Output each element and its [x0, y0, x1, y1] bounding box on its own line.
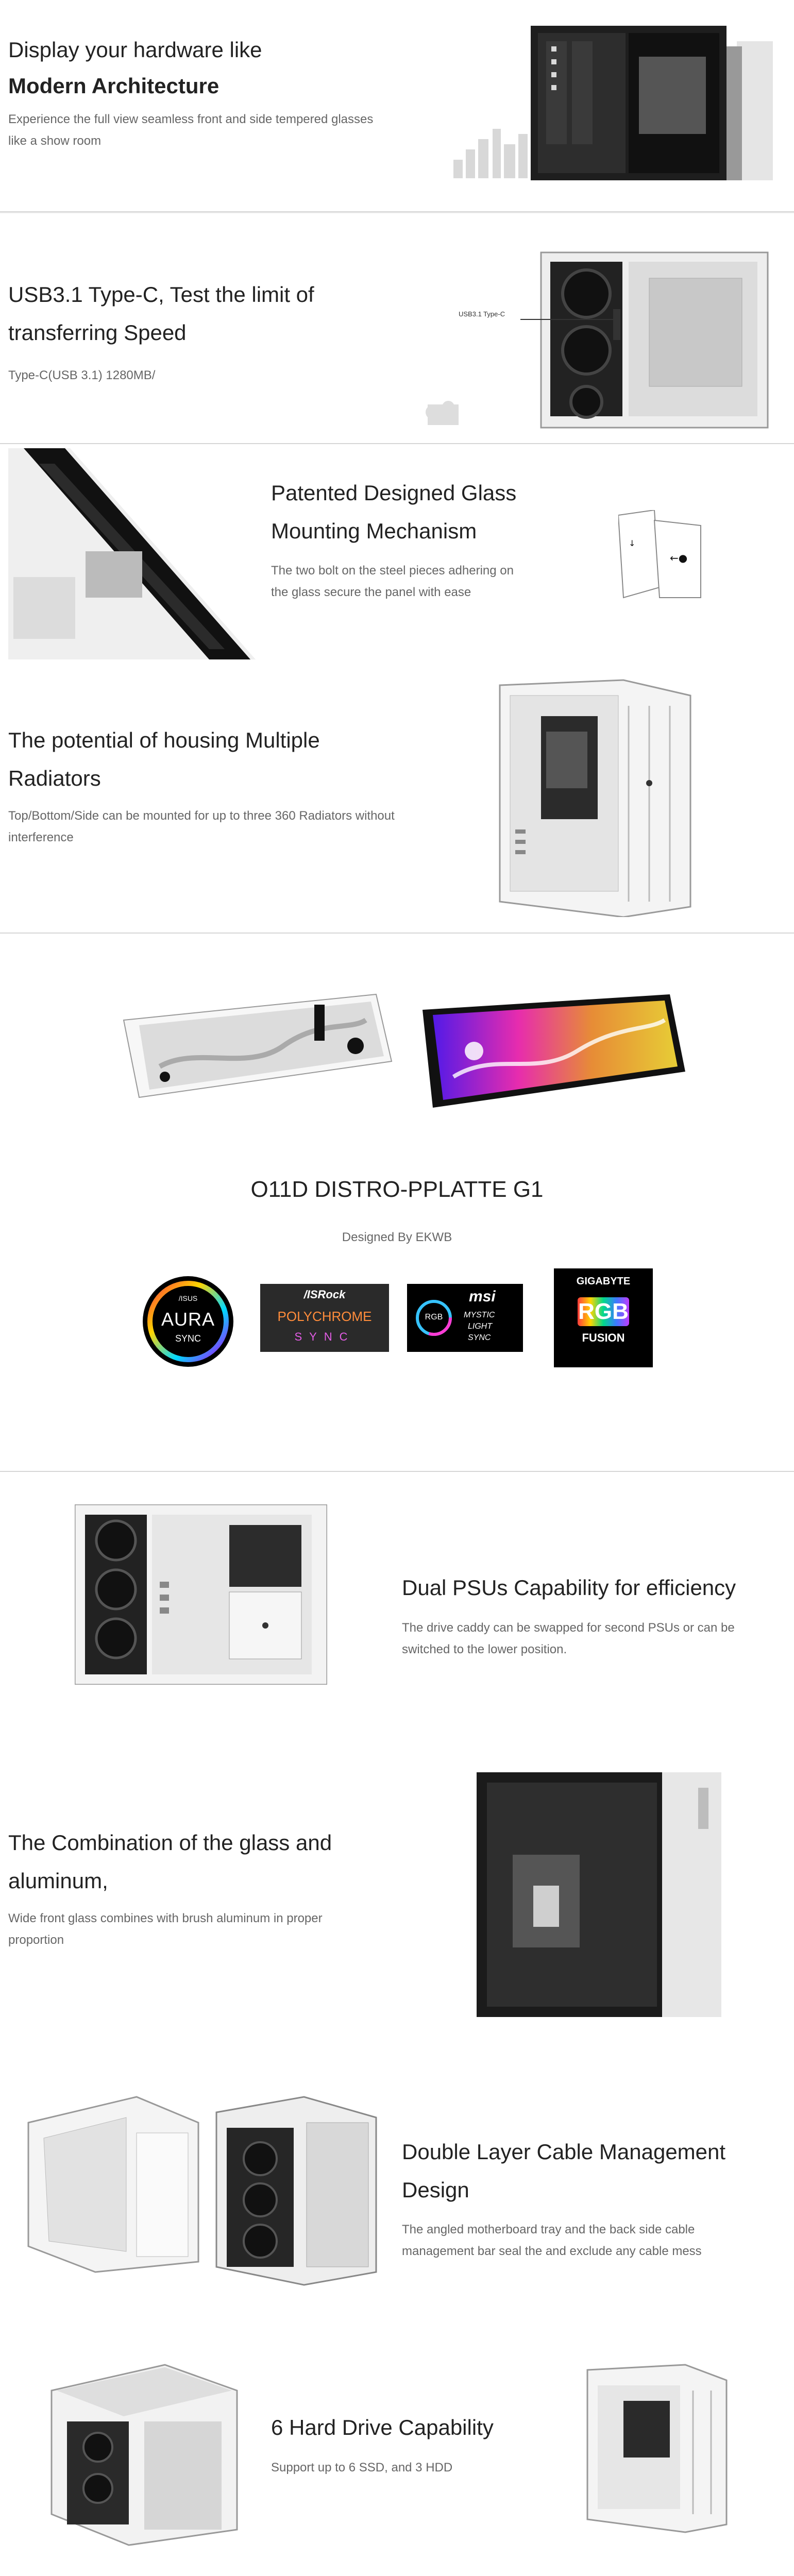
architecture-title-line1: Display your hardware like — [8, 38, 262, 62]
radiators-case-image — [495, 675, 696, 917]
glass-corner-image — [8, 448, 256, 659]
radiators-text — [8, 721, 395, 849]
glass-mount-text — [271, 474, 539, 603]
gigabyte-rgb-text: RGB — [578, 1297, 629, 1326]
architecture-title-line2: Modern Architecture — [8, 73, 219, 98]
asus-aura-sync-logo — [139, 1273, 237, 1370]
divider — [0, 211, 794, 213]
glass-alu-title: The Combination of the glass and aluminum, — [8, 1831, 332, 1893]
hdd-desc: Support up to 6 SSD, and 3 HDD — [271, 2460, 453, 2475]
usb-title: USB3.1 Type-C, Test the limit of transferring Speed — [8, 282, 314, 345]
divider — [0, 443, 794, 444]
divider — [0, 933, 794, 934]
msi-rgb-text: RGB — [425, 1313, 443, 1321]
msi-line3-text: SYNC — [468, 1333, 491, 1342]
msi-line1-text: MYSTIC — [464, 1311, 495, 1319]
cable-case-image-right — [211, 2092, 381, 2287]
usb-case-image — [423, 247, 783, 433]
cable-title: Double Layer Cable Management Design — [402, 2140, 726, 2202]
gigabyte-brand-text: GIGABYTE — [576, 1276, 631, 1287]
hdd-text — [271, 2409, 529, 2479]
psu-text — [402, 1569, 783, 1660]
cable-case-image-left — [23, 2092, 204, 2277]
msi-brand-text: msi — [469, 1288, 496, 1305]
glass-mount-desc: The two bolt on the steel pieces adhering on the glass secure the panel with ease — [271, 564, 514, 599]
architecture-desc: Experience the full view seamless front and side tempered glasses like a show room — [8, 112, 374, 148]
asus-sync-text: SYNC — [175, 1333, 201, 1344]
usb-text — [8, 276, 338, 386]
msi-mystic-light-logo — [407, 1284, 523, 1352]
psu-desc: The drive caddy can be swapped for second PSUs or can be switched to the lower position. — [402, 1620, 735, 1656]
hdd-case-image-right — [582, 2360, 732, 2535]
asrock-brand-text: /ISRock — [303, 1288, 346, 1301]
architecture-text — [8, 31, 400, 152]
usb-desc: Type-C(USB 3.1) 1280MB/ — [8, 368, 156, 382]
divider — [0, 1471, 794, 1472]
radiators-title: The potential of housing Multiple Radiators — [8, 728, 320, 790]
asus-brand-text: /ISUS — [178, 1294, 198, 1302]
asrock-polychrome-text: POLYCHROME — [277, 1309, 372, 1324]
glass-mount-title: Patented Designed Glass Mounting Mechanism — [271, 481, 517, 543]
distro-plate-image-white — [119, 989, 397, 1103]
cable-text — [402, 2133, 793, 2262]
hdd-case-image-left — [46, 2360, 242, 2550]
asrock-sync-text: SYNC — [294, 1330, 355, 1343]
asus-aura-text: AURA — [161, 1309, 215, 1330]
usb-callout-label: USB3.1 Type-C — [459, 310, 505, 318]
psu-title: Dual PSUs Capability for efficiency — [402, 1575, 736, 1600]
gigabyte-rgb-fusion-logo — [554, 1268, 653, 1367]
radiators-desc: Top/Bottom/Side can be mounted for up to three 360 Radiators without interference — [8, 809, 395, 844]
cable-desc: The angled motherboard tray and the back side cable management bar seal the and exclude any cable mess — [402, 2223, 702, 2258]
svg-text:↓: ↓ — [629, 538, 636, 548]
gigabyte-fusion-text: FUSION — [582, 1331, 625, 1344]
glass-alu-case-image — [477, 1772, 721, 2017]
distro-title: O11D DISTRO-PPLATTE G1 — [250, 1177, 544, 1202]
asrock-polychrome-logo — [260, 1284, 389, 1352]
glass-alu-desc: Wide front glass combines with brush aluminum in proper proportion — [8, 1911, 323, 1947]
architecture-case-image — [448, 10, 788, 185]
distro-plate-image-rgb — [412, 989, 690, 1118]
distro-text — [0, 1170, 794, 1248]
hdd-title: 6 Hard Drive Capability — [271, 2415, 494, 2439]
glass-mount-diagram — [618, 510, 706, 603]
glass-alu-text — [8, 1824, 359, 1951]
msi-line2-text: LIGHT — [468, 1322, 493, 1331]
distro-subtitle: Designed By EKWB — [342, 1230, 452, 1244]
svg-text:←●: ←● — [670, 552, 688, 564]
psu-case-image — [75, 1504, 327, 1685]
